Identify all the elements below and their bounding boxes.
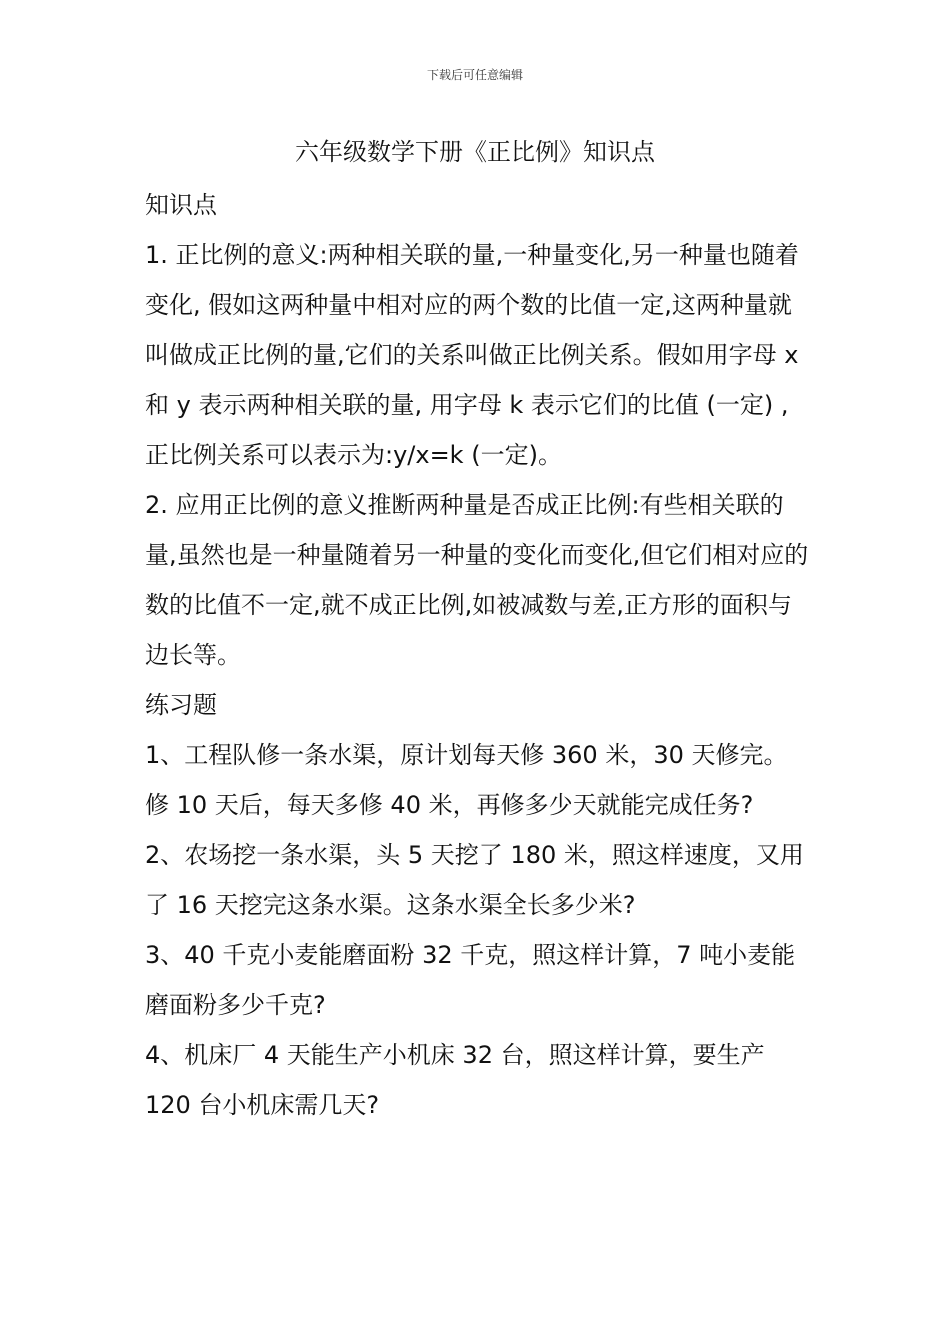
document-title: 六年级数学下册《正比例》知识点 [295, 138, 655, 166]
exercise-item: 4、机床厂 4 天能生产小机床 32 台，照这样计算，要生产120 台小机床需几天? [145, 1041, 765, 1119]
knowledge-heading: 知识点 [145, 191, 217, 219]
exercise-item: 1、工程队修一条水渠，原计划每天修 360 米，30 天修完。修 10 天后，每天多修 40 米，再修多少天就能完成任务? [145, 741, 788, 819]
exercise-item: 3、40 千克小麦能磨面粉 32 千克，照这样计算，7 吨小麦能磨面粉多少千克? [145, 941, 796, 1019]
header-note: 下载后可任意编辑 [426, 68, 523, 82]
exercise-heading: 练习题 [145, 691, 217, 719]
document-body [145, 180, 810, 1130]
exercise-item: 2、农场挖一条水渠，头 5 天挖了 180 米，照这样速度，又用了 16 天挖完这条水渠。这条水渠全长多少米? [145, 841, 804, 919]
knowledge-point: 2. 应用正比例的意义推断两种量是否成正比例:有些相关联的量,虽然也是一种量随着另一种量的变化而变化,但它们相对应的数的比值不一定,就不成正比例,如被减数与差,正方形的面积与边长等。 [145, 491, 809, 669]
knowledge-point: 1. 正比例的意义:两种相关联的量,一种量变化,另一种量也随着变化, 假如这两种量中相对应的两个数的比值一定,这两种量就叫做成正比例的量,它们的关系叫做正比例关系。假如用字母 x 和 y 表示两种相关联的量, 用字母 k 表示它们的比值 (一定) , 正比例关系可以表示为:y/x=k (一定)。 [145, 241, 799, 469]
